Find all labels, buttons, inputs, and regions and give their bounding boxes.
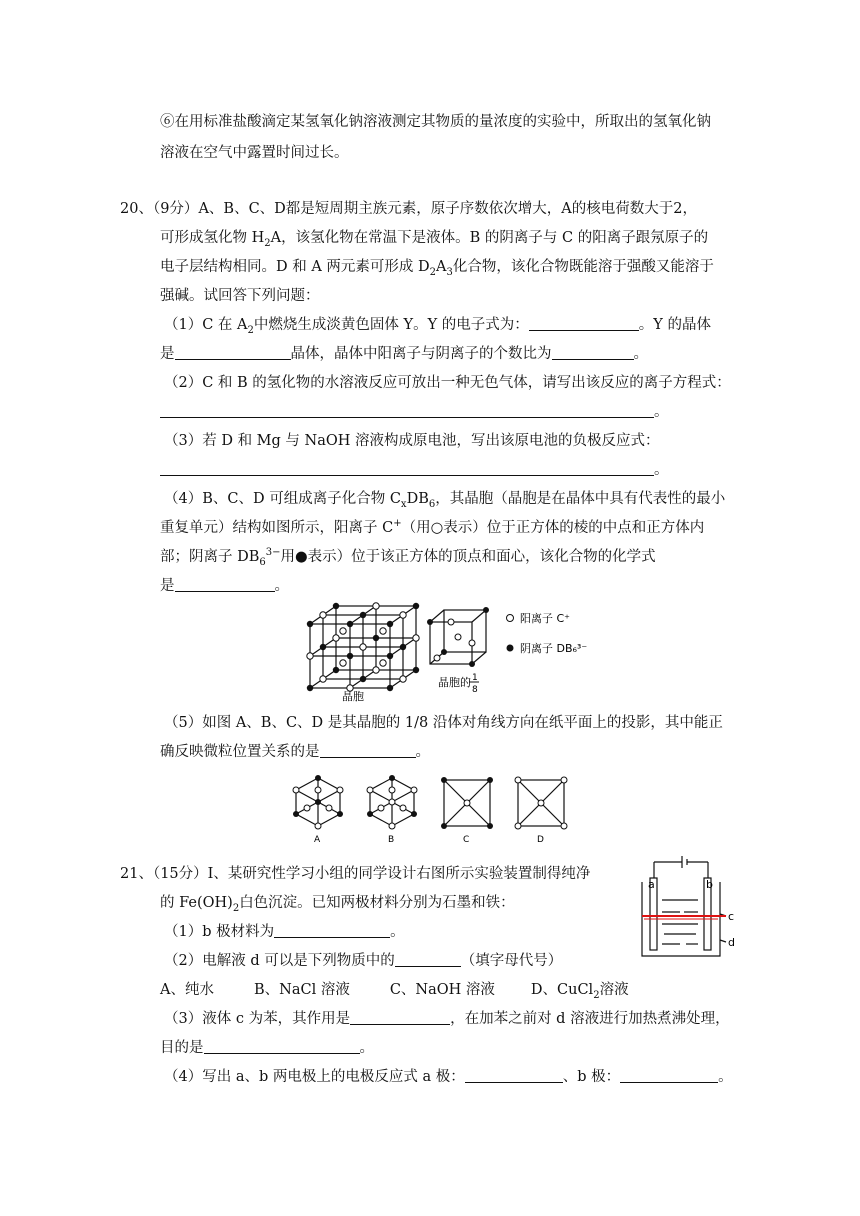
answer-blank[interactable] — [160, 460, 654, 476]
answer-blank[interactable] — [552, 344, 634, 360]
q20-part5-line-2: 确反映微粒位置关系的是 。 — [160, 744, 430, 760]
projection-options-figure — [286, 772, 576, 848]
q19-line-2: 溶液在空气中露置时间过长。 — [160, 145, 349, 161]
svg-text:1: 1 — [472, 673, 478, 683]
q20-part2-answer-line: 。 — [160, 402, 669, 422]
q20-part4-line-4: 是 。 — [160, 578, 289, 594]
answer-blank[interactable] — [395, 951, 461, 967]
q20-part2-line-1: （2）C 和 B 的氢化物的水溶液反应可放出一种无色气体，请写出该反应的离子方程式： — [164, 375, 731, 391]
q19-line-1: ⑥在用标准盐酸滴定某氢氧化钠溶液测定其物质的量浓度的实验中，所取出的氢氧化钠 — [160, 114, 711, 130]
q21-part1: （1）b 极材料为 。 — [164, 924, 405, 940]
q20-part1-line-1: （1）C 在 $A_2$中燃烧生成淡黄色固体 Y。Y 的电子式为： 。Y 的晶体 — [164, 317, 711, 336]
legend-cation: 阳离子 C⁺ — [520, 612, 570, 625]
answer-blank[interactable] — [465, 1067, 563, 1083]
label-d: d — [728, 936, 735, 949]
label-a: a — [648, 878, 655, 891]
q20-intro-line-3: 电子层结构相同。D 和 A 两元素可形成 $D_2A_3$化合物，该化合物既能溶于强酸又能溶于 — [160, 259, 714, 278]
cation-legend-icon — [507, 615, 514, 622]
q21-intro-line-1: 21、（15分）Ⅰ、某研究性学习小组的同学设计右图所示实验装置制得纯净 — [120, 866, 591, 882]
question-score: （15分） — [152, 866, 208, 882]
eighth-cell-label: 晶胞的 — [438, 676, 471, 689]
question-number: 20、 — [120, 201, 153, 217]
q21-part4: （4）写出 a、b 两电极上的电极反应式 a 极： 、b 极： 。 — [164, 1069, 733, 1085]
label-b: b — [706, 878, 713, 891]
label-c: c — [728, 910, 735, 923]
answer-blank[interactable] — [175, 344, 291, 360]
q20-part4-line-1: （4）B、C、D 可组成离子化合物 $C_xDB_6$，其晶胞（晶胞是在晶体中具有代表性的最小 — [164, 491, 726, 510]
q20-part3-answer-line: 。 — [160, 460, 669, 480]
answer-blank[interactable] — [350, 1009, 450, 1025]
answer-blank[interactable] — [160, 402, 654, 418]
q20-part5-line-1: （5）如图 A、B、C、D 是其晶胞的 1/8 沿体对角线方向在纸平面上的投影，其中能正 — [164, 715, 723, 731]
option-d: D、CuCl$_2$溶液 — [530, 982, 629, 1001]
option-a: A、纯水 — [160, 982, 214, 998]
question-score: （9分） — [152, 201, 199, 217]
q21-part3-line-2: 目的是 。 — [160, 1040, 374, 1056]
option-c: C、NaOH 溶液 — [389, 982, 495, 998]
svg-text:D: D — [537, 835, 544, 845]
q21-intro-line-2: 的 $Fe(OH)_2$白色沉淀。已知两极材料分别为石墨和铁： — [160, 895, 515, 914]
answer-blank[interactable] — [320, 742, 416, 758]
anion-legend-icon — [507, 645, 514, 652]
answer-blank[interactable] — [204, 1038, 360, 1054]
q21-part2: （2）电解液 d 可以是下列物质中的 （填字母代号） — [164, 953, 563, 969]
legend-anion: 阴离子 DB₆³⁻ — [520, 642, 588, 655]
electrolysis-apparatus-figure — [640, 852, 740, 962]
q20-intro-line-4: 强碱。试回答下列问题： — [160, 288, 320, 304]
q21-part3-line-1: （3）液体 c 为苯，其作用是 ，在加苯之前对 d 溶液进行加热煮沸处理， — [164, 1011, 730, 1027]
q21-options — [160, 980, 629, 1000]
answer-blank[interactable] — [175, 576, 275, 592]
svg-text:A: A — [314, 835, 321, 845]
q20-intro-line-2: 可形成氢化物 $H_2A$，该氢化物在常温下是液体。B 的阴离子与 C 的阳离子跟氖原子的 — [160, 230, 709, 249]
q20-intro-line-1: 20、（9分）A、B、C、D都是短周期主族元素，原子序数依次增大，A的核电荷数大于2， — [120, 201, 697, 217]
answer-blank[interactable] — [529, 315, 639, 331]
answer-blank[interactable] — [620, 1067, 718, 1083]
svg-text:C: C — [463, 835, 470, 845]
q20-part3-line-1: （3）若 D 和 Mg 与 NaOH 溶液构成原电池，写出该原电池的负极反应式： — [164, 433, 660, 449]
crystal-cell-figure — [296, 600, 596, 702]
svg-text:8: 8 — [472, 685, 478, 695]
option-b: B、NaCl 溶液 — [253, 982, 350, 998]
question-number: 21、 — [120, 866, 153, 882]
q20-part1-line-2: 是 晶体，晶体中阳离子与阴离子的个数比为 。 — [160, 346, 648, 362]
q20-part4-line-3: 部；阴离子 $DB_6^{3-}$用●表示）位于该正方体的顶点和面心，该化合物的化学式 — [160, 547, 656, 568]
svg-text:B: B — [388, 835, 395, 845]
answer-blank[interactable] — [274, 922, 390, 938]
q20-part4-line-2: 重复单元）结构如图所示，阳离子 C+（用○表示）位于正方体的棱的中点和正方体内 — [160, 518, 705, 536]
cell-label: 晶胞 — [342, 690, 364, 702]
